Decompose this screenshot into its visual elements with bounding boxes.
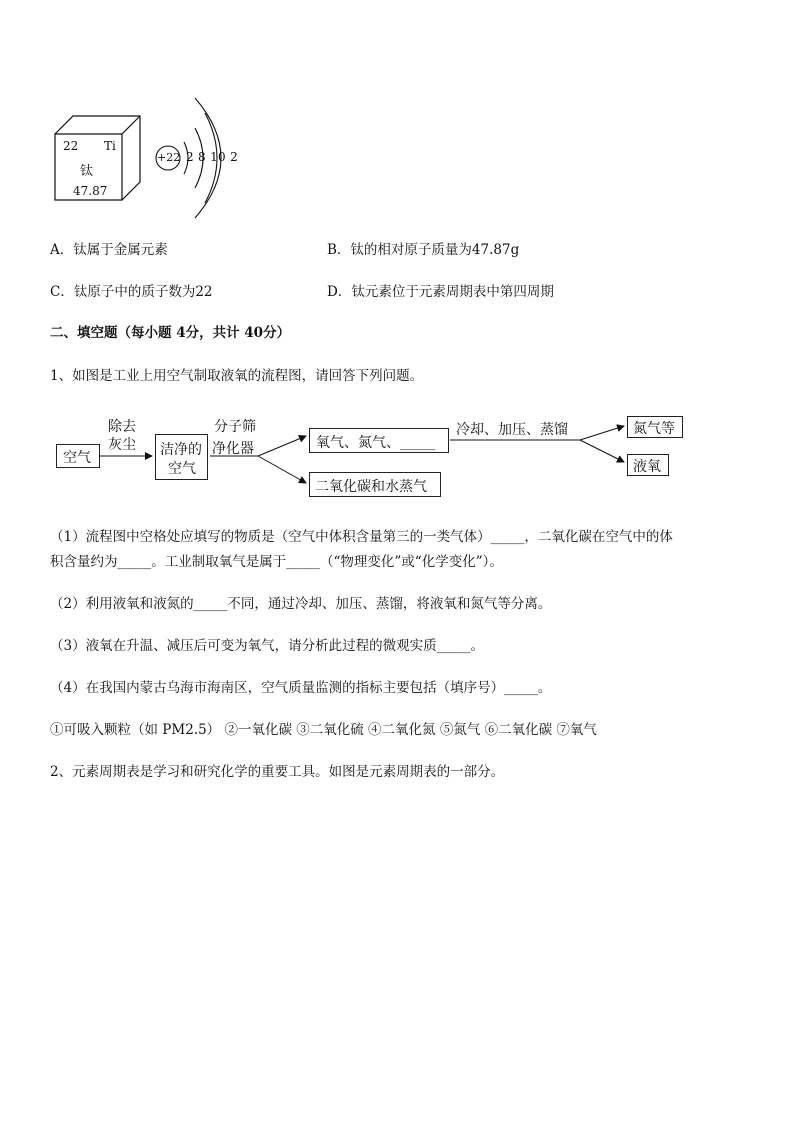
q2-stem: 2、元素周期表是学习和研究化学的重要工具。如图是元素周期表的一部分。 [50,764,505,780]
step2-label-top: 分子筛 [214,419,256,435]
option-d: D．钛元素位于元素周期表中第四周期 [327,284,554,300]
element-name: 钛 [80,164,94,179]
nitrogen-box [627,416,683,438]
air-box [56,444,100,468]
step3-label: 冷却、加压、蒸馏 [456,422,568,438]
liquid-oxygen-label: 液氧 [633,459,661,475]
q1-sub1-line2: 积含量约为_____。工业制取氧气是属于_____（“物理变化”或“化学变化”）。 [50,554,503,570]
atomic-number: 22 [63,139,79,153]
clean-air-label-top: 洁净的 [160,442,202,458]
option-c: C．钛原子中的质子数为22 [50,284,213,300]
q1-sub3: （3）液氧在升温、减压后可变为氧气，请分析此过程的微观实质_____。 [50,638,484,654]
clean-air-box [155,434,208,480]
option-b: B．钛的相对原子质量为47.87g [327,242,520,258]
nitrogen-label: 氮气等 [633,421,675,437]
option-a: A．钛属于金属元素 [50,242,168,258]
clean-air-label-bottom: 空气 [168,461,196,477]
section-title: 二、填空题（每小题 4分，共计 40分） [50,325,291,341]
co2-water-box [309,472,441,497]
liquid-oxygen-box [627,454,669,476]
air-label: 空气 [63,450,91,466]
electron-shells: 2 8 10 2 [186,150,239,164]
q1-sub1-line1: （1）流程图中空格处应填写的物质是（空气中体积含量第三的一类气体）_____，二氧化碳在空气中的体 [50,529,673,545]
step1-label-top: 除去 [108,419,136,435]
gases-box [309,428,449,453]
co2-water-label: 二氧化碳和水蒸气 [315,479,427,495]
q1-sub2: （2）利用液氧和液氮的_____不同，通过冷却、加压、蒸馏，将液氧和氮气等分离。 [50,596,552,612]
step2-label-bottom: 净化器 [212,441,254,457]
element-symbol: Ti [104,139,116,153]
atomic-mass: 47.87 [73,184,108,198]
nucleus-charge: +22 [157,151,181,164]
q1-sub4: （4）在我国内蒙古乌海市海南区，空气质量监测的指标主要包括（填序号）_____。 [50,680,552,696]
q1-options: ①可吸入颗粒（如 PM2.5） ②一氧化碳 ③二氧化硫 ④二氧化氮 ⑤氮气 ⑥二氧化碳 ⑦氧气 [50,722,597,738]
gases-label: 氧气、氮气、_____ [316,435,435,451]
q1-stem: 1、如图是工业上用空气制取液氧的流程图，请回答下列问题。 [50,368,424,384]
step1-label-bottom: 灰尘 [108,437,136,453]
